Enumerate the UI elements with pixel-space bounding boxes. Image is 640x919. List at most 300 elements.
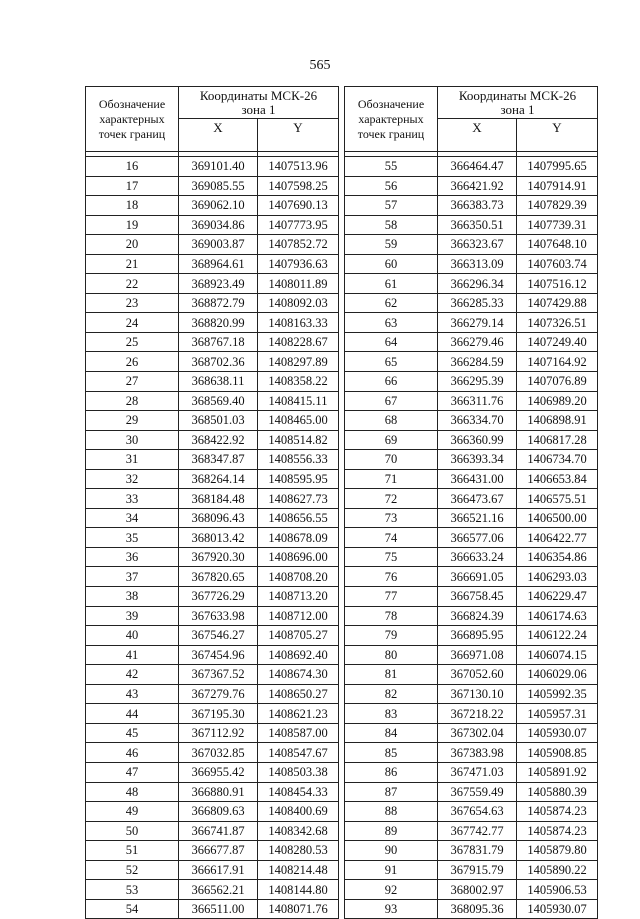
table-row: [345, 762, 598, 782]
point-number-cell: 47: [86, 762, 179, 782]
y-coordinate-cell: 1408214.48: [258, 860, 339, 880]
point-number-cell: 43: [86, 684, 179, 704]
y-coordinate-cell: 1406029.06: [517, 665, 598, 685]
table-row: [345, 430, 598, 450]
point-number-cell: 32: [86, 469, 179, 489]
x-coordinate-cell: 367915.79: [438, 860, 517, 880]
x-coordinate-cell: 366421.92: [438, 176, 517, 196]
y-coordinate-cell: 1408454.33: [258, 782, 339, 802]
y-coordinate-cell: 1408071.76: [258, 899, 339, 919]
point-number-cell: 79: [345, 626, 438, 646]
y-coordinate-cell: 1408092.03: [258, 293, 339, 313]
x-coordinate-cell: 367052.60: [438, 665, 517, 685]
table-row: [345, 684, 598, 704]
point-number-cell: 86: [345, 762, 438, 782]
table-row: [86, 626, 339, 646]
y-coordinate-cell: 1408678.09: [258, 528, 339, 548]
y-coordinate-cell: 1408705.27: [258, 626, 339, 646]
x-coordinate-cell: 368923.49: [179, 274, 258, 294]
y-coordinate-cell: 1407164.92: [517, 352, 598, 372]
y-coordinate-cell: 1408674.30: [258, 665, 339, 685]
y-coordinate-cell: 1405906.53: [517, 880, 598, 900]
y-coordinate-cell: 1408228.67: [258, 332, 339, 352]
header-coordinate-zone: зона 1: [241, 102, 276, 117]
point-number-cell: 31: [86, 450, 179, 470]
x-coordinate-cell: 366431.00: [438, 469, 517, 489]
point-number-cell: 56: [345, 176, 438, 196]
x-coordinate-cell: 367032.85: [179, 743, 258, 763]
table-row: [345, 176, 598, 196]
table-row: [345, 215, 598, 235]
y-coordinate-cell: 1408656.55: [258, 508, 339, 528]
table-body: [86, 157, 339, 919]
table-row: [86, 450, 339, 470]
y-coordinate-cell: 1406293.03: [517, 567, 598, 587]
table-row: [345, 723, 598, 743]
point-number-cell: 51: [86, 841, 179, 861]
y-coordinate-cell: 1406354.86: [517, 547, 598, 567]
y-coordinate-cell: 1406122.24: [517, 626, 598, 646]
table-row: [86, 743, 339, 763]
table-row: [86, 196, 339, 216]
x-coordinate-cell: 367112.92: [179, 723, 258, 743]
table-row: [86, 704, 339, 724]
y-coordinate-cell: 1407690.13: [258, 196, 339, 216]
table-row: [86, 508, 339, 528]
y-coordinate-cell: 1407598.25: [258, 176, 339, 196]
point-number-cell: 26: [86, 352, 179, 372]
table-row: [345, 587, 598, 607]
point-number-cell: 59: [345, 235, 438, 255]
point-number-cell: 64: [345, 332, 438, 352]
x-coordinate-cell: 367383.98: [438, 743, 517, 763]
table-row: [86, 684, 339, 704]
point-number-cell: 22: [86, 274, 179, 294]
y-coordinate-cell: 1407429.88: [517, 293, 598, 313]
x-coordinate-cell: 368702.36: [179, 352, 258, 372]
x-coordinate-cell: 368002.97: [438, 880, 517, 900]
x-coordinate-cell: 367920.30: [179, 547, 258, 567]
point-number-cell: 73: [345, 508, 438, 528]
table-row: [86, 489, 339, 509]
point-number-cell: 39: [86, 606, 179, 626]
x-coordinate-cell: 366279.14: [438, 313, 517, 333]
table-row: [86, 860, 339, 880]
point-number-cell: 90: [345, 841, 438, 861]
x-coordinate-cell: 366323.67: [438, 235, 517, 255]
y-coordinate-cell: 1406500.00: [517, 508, 598, 528]
point-number-cell: 34: [86, 508, 179, 528]
point-number-cell: 68: [345, 411, 438, 431]
table-row: [86, 528, 339, 548]
table-row: [86, 254, 339, 274]
x-coordinate-cell: 367633.98: [179, 606, 258, 626]
point-number-cell: 91: [345, 860, 438, 880]
x-coordinate-cell: 368264.14: [179, 469, 258, 489]
x-coordinate-cell: 366473.67: [438, 489, 517, 509]
y-coordinate-cell: 1407852.72: [258, 235, 339, 255]
point-number-cell: 53: [86, 880, 179, 900]
point-number-cell: 48: [86, 782, 179, 802]
y-coordinate-cell: 1406734.70: [517, 450, 598, 470]
x-coordinate-cell: 366741.87: [179, 821, 258, 841]
point-number-cell: 92: [345, 880, 438, 900]
point-number-cell: 27: [86, 372, 179, 392]
x-coordinate-cell: 368347.87: [179, 450, 258, 470]
point-number-cell: 77: [345, 587, 438, 607]
table-row: [345, 528, 598, 548]
x-coordinate-cell: 366464.47: [438, 157, 517, 177]
point-number-cell: 87: [345, 782, 438, 802]
point-number-cell: 38: [86, 587, 179, 607]
y-coordinate-cell: 1408514.82: [258, 430, 339, 450]
point-number-cell: 25: [86, 332, 179, 352]
y-coordinate-cell: 1408708.20: [258, 567, 339, 587]
y-coordinate-cell: 1405890.22: [517, 860, 598, 880]
y-coordinate-cell: 1408011.89: [258, 274, 339, 294]
table-row: [345, 332, 598, 352]
table-row: [86, 430, 339, 450]
table-row: [86, 157, 339, 177]
point-number-cell: 23: [86, 293, 179, 313]
table-row: [345, 743, 598, 763]
table-row: [86, 411, 339, 431]
x-coordinate-cell: 368872.79: [179, 293, 258, 313]
point-number-cell: 29: [86, 411, 179, 431]
y-coordinate-cell: 1405874.23: [517, 821, 598, 841]
point-number-cell: 81: [345, 665, 438, 685]
x-coordinate-cell: 368096.43: [179, 508, 258, 528]
table-row: [86, 352, 339, 372]
table-row: [345, 626, 598, 646]
table-row: [86, 293, 339, 313]
y-coordinate-cell: 1406653.84: [517, 469, 598, 489]
y-coordinate-cell: 1407249.40: [517, 332, 598, 352]
table-row: [86, 547, 339, 567]
table-row: [345, 157, 598, 177]
header-coordinate-system: [438, 87, 598, 119]
point-number-cell: 42: [86, 665, 179, 685]
point-number-cell: 63: [345, 313, 438, 333]
y-coordinate-cell: 1408465.00: [258, 411, 339, 431]
x-coordinate-cell: 367279.76: [179, 684, 258, 704]
table-row: [345, 235, 598, 255]
y-coordinate-cell: 1406174.63: [517, 606, 598, 626]
y-coordinate-cell: 1405880.39: [517, 782, 598, 802]
header-coordinate-zone: зона 1: [500, 102, 535, 117]
x-coordinate-cell: 369101.40: [179, 157, 258, 177]
point-number-cell: 20: [86, 235, 179, 255]
y-coordinate-cell: 1405957.31: [517, 704, 598, 724]
table-row: [86, 215, 339, 235]
point-number-cell: 80: [345, 645, 438, 665]
y-coordinate-cell: 1408297.89: [258, 352, 339, 372]
point-number-cell: 28: [86, 391, 179, 411]
x-coordinate-cell: 366617.91: [179, 860, 258, 880]
x-coordinate-cell: 369085.55: [179, 176, 258, 196]
x-coordinate-cell: 366383.73: [438, 196, 517, 216]
x-coordinate-cell: 369003.87: [179, 235, 258, 255]
point-number-cell: 61: [345, 274, 438, 294]
x-coordinate-cell: 367218.22: [438, 704, 517, 724]
point-number-cell: 89: [345, 821, 438, 841]
point-number-cell: 67: [345, 391, 438, 411]
point-number-cell: 21: [86, 254, 179, 274]
x-coordinate-cell: 368820.99: [179, 313, 258, 333]
x-coordinate-cell: 366311.76: [438, 391, 517, 411]
y-coordinate-cell: 1405891.92: [517, 762, 598, 782]
table-row: [345, 293, 598, 313]
point-number-cell: 45: [86, 723, 179, 743]
x-coordinate-cell: 368184.48: [179, 489, 258, 509]
table-row: [86, 313, 339, 333]
y-coordinate-cell: 1408692.40: [258, 645, 339, 665]
table-row: [86, 645, 339, 665]
y-coordinate-cell: 1408587.00: [258, 723, 339, 743]
table-row: [86, 587, 339, 607]
x-coordinate-cell: 367726.29: [179, 587, 258, 607]
table-row: [86, 469, 339, 489]
y-coordinate-cell: 1406422.77: [517, 528, 598, 548]
header-y: Y: [258, 119, 339, 152]
x-coordinate-cell: 366691.05: [438, 567, 517, 587]
header-x: X: [438, 119, 517, 152]
x-coordinate-cell: 367195.30: [179, 704, 258, 724]
table-row: [86, 235, 339, 255]
table-row: [345, 802, 598, 822]
table-row: [345, 411, 598, 431]
table-row: [86, 880, 339, 900]
table-row: [345, 841, 598, 861]
y-coordinate-cell: 1408144.80: [258, 880, 339, 900]
y-coordinate-cell: 1407739.31: [517, 215, 598, 235]
table-row: [345, 196, 598, 216]
y-coordinate-cell: 1407648.10: [517, 235, 598, 255]
table-row: [345, 469, 598, 489]
point-number-cell: 52: [86, 860, 179, 880]
header-coordinate-system: [179, 87, 339, 119]
x-coordinate-cell: 366360.99: [438, 430, 517, 450]
point-number-cell: 33: [86, 489, 179, 509]
x-coordinate-cell: 366677.87: [179, 841, 258, 861]
table-row: [345, 313, 598, 333]
point-number-cell: 54: [86, 899, 179, 919]
y-coordinate-cell: 1408713.20: [258, 587, 339, 607]
x-coordinate-cell: 369062.10: [179, 196, 258, 216]
table-row: [345, 606, 598, 626]
table-body: [345, 157, 598, 919]
y-coordinate-cell: 1407995.65: [517, 157, 598, 177]
point-number-cell: 84: [345, 723, 438, 743]
x-coordinate-cell: 368569.40: [179, 391, 258, 411]
point-number-cell: 17: [86, 176, 179, 196]
point-number-cell: 16: [86, 157, 179, 177]
y-coordinate-cell: 1406989.20: [517, 391, 598, 411]
x-coordinate-cell: 367820.65: [179, 567, 258, 587]
x-coordinate-cell: 367367.52: [179, 665, 258, 685]
point-number-cell: 24: [86, 313, 179, 333]
table-row: [86, 762, 339, 782]
table-row: [86, 802, 339, 822]
coordinates-table-left: [85, 86, 339, 919]
y-coordinate-cell: 1407603.74: [517, 254, 598, 274]
x-coordinate-cell: 368501.03: [179, 411, 258, 431]
x-coordinate-cell: 366296.34: [438, 274, 517, 294]
table-row: [86, 391, 339, 411]
y-coordinate-cell: 1406229.47: [517, 587, 598, 607]
table-row: [345, 665, 598, 685]
x-coordinate-cell: 368013.42: [179, 528, 258, 548]
point-number-cell: 72: [345, 489, 438, 509]
x-coordinate-cell: 369034.86: [179, 215, 258, 235]
y-coordinate-cell: 1406074.15: [517, 645, 598, 665]
y-coordinate-cell: 1407516.12: [517, 274, 598, 294]
y-coordinate-cell: 1405908.85: [517, 743, 598, 763]
point-number-cell: 46: [86, 743, 179, 763]
x-coordinate-cell: 366955.42: [179, 762, 258, 782]
table-row: [86, 665, 339, 685]
point-number-cell: 83: [345, 704, 438, 724]
point-number-cell: 88: [345, 802, 438, 822]
point-number-cell: 76: [345, 567, 438, 587]
table-row: [86, 782, 339, 802]
table-row: [345, 254, 598, 274]
table-row: [86, 821, 339, 841]
point-number-cell: 44: [86, 704, 179, 724]
header-y: Y: [517, 119, 598, 152]
y-coordinate-cell: 1405874.23: [517, 802, 598, 822]
header-x: X: [179, 119, 258, 152]
point-number-cell: 58: [345, 215, 438, 235]
table-row: [345, 450, 598, 470]
table-row: [345, 567, 598, 587]
point-number-cell: 75: [345, 547, 438, 567]
y-coordinate-cell: 1408547.67: [258, 743, 339, 763]
point-number-cell: 40: [86, 626, 179, 646]
point-number-cell: 71: [345, 469, 438, 489]
x-coordinate-cell: 366809.63: [179, 802, 258, 822]
point-number-cell: 30: [86, 430, 179, 450]
y-coordinate-cell: 1408696.00: [258, 547, 339, 567]
x-coordinate-cell: 366393.34: [438, 450, 517, 470]
y-coordinate-cell: 1406575.51: [517, 489, 598, 509]
table-row: [345, 489, 598, 509]
point-number-cell: 49: [86, 802, 179, 822]
table-row: [345, 372, 598, 392]
y-coordinate-cell: 1408400.69: [258, 802, 339, 822]
table-row: [86, 332, 339, 352]
coordinates-table-right: [344, 86, 598, 919]
table-row: [345, 547, 598, 567]
x-coordinate-cell: 366295.39: [438, 372, 517, 392]
point-number-cell: 36: [86, 547, 179, 567]
x-coordinate-cell: 366562.21: [179, 880, 258, 900]
x-coordinate-cell: 366758.45: [438, 587, 517, 607]
y-coordinate-cell: 1408503.38: [258, 762, 339, 782]
table-row: [345, 391, 598, 411]
x-coordinate-cell: 366279.46: [438, 332, 517, 352]
x-coordinate-cell: 366511.00: [179, 899, 258, 919]
y-coordinate-cell: 1408556.33: [258, 450, 339, 470]
x-coordinate-cell: 368095.36: [438, 899, 517, 919]
x-coordinate-cell: 366334.70: [438, 411, 517, 431]
table-row: [345, 704, 598, 724]
x-coordinate-cell: 366285.33: [438, 293, 517, 313]
point-number-cell: 19: [86, 215, 179, 235]
point-number-cell: 57: [345, 196, 438, 216]
y-coordinate-cell: 1407076.89: [517, 372, 598, 392]
header-point-designation: Обозначение характерных точек границ: [345, 87, 438, 152]
y-coordinate-cell: 1408650.27: [258, 684, 339, 704]
y-coordinate-cell: 1407326.51: [517, 313, 598, 333]
y-coordinate-cell: 1405930.07: [517, 899, 598, 919]
point-number-cell: 37: [86, 567, 179, 587]
point-number-cell: 85: [345, 743, 438, 763]
y-coordinate-cell: 1407773.95: [258, 215, 339, 235]
point-number-cell: 60: [345, 254, 438, 274]
table-row: [86, 274, 339, 294]
table-row: [86, 723, 339, 743]
y-coordinate-cell: 1408342.68: [258, 821, 339, 841]
point-number-cell: 74: [345, 528, 438, 548]
x-coordinate-cell: 366880.91: [179, 782, 258, 802]
table-row: [345, 782, 598, 802]
x-coordinate-cell: 368422.92: [179, 430, 258, 450]
header-coordinate-title: Координаты МСК-26: [458, 88, 577, 103]
y-coordinate-cell: 1408163.33: [258, 313, 339, 333]
x-coordinate-cell: 368638.11: [179, 372, 258, 392]
x-coordinate-cell: 368767.18: [179, 332, 258, 352]
x-coordinate-cell: 366971.08: [438, 645, 517, 665]
page-number: 565: [309, 58, 331, 73]
point-number-cell: 35: [86, 528, 179, 548]
x-coordinate-cell: 367546.27: [179, 626, 258, 646]
y-coordinate-cell: 1406898.91: [517, 411, 598, 431]
x-coordinate-cell: 366313.09: [438, 254, 517, 274]
x-coordinate-cell: 366577.06: [438, 528, 517, 548]
x-coordinate-cell: 367130.10: [438, 684, 517, 704]
point-number-cell: 70: [345, 450, 438, 470]
table-row: [86, 176, 339, 196]
x-coordinate-cell: 367831.79: [438, 841, 517, 861]
x-coordinate-cell: 366824.39: [438, 606, 517, 626]
point-number-cell: 66: [345, 372, 438, 392]
y-coordinate-cell: 1405992.35: [517, 684, 598, 704]
x-coordinate-cell: 367454.96: [179, 645, 258, 665]
table-row: [86, 841, 339, 861]
point-number-cell: 65: [345, 352, 438, 372]
x-coordinate-cell: 366350.51: [438, 215, 517, 235]
table-row: [86, 606, 339, 626]
x-coordinate-cell: 368964.61: [179, 254, 258, 274]
point-number-cell: 78: [345, 606, 438, 626]
y-coordinate-cell: 1407513.96: [258, 157, 339, 177]
table-row: [345, 821, 598, 841]
point-number-cell: 50: [86, 821, 179, 841]
point-number-cell: 69: [345, 430, 438, 450]
table-row: [345, 508, 598, 528]
point-number-cell: 62: [345, 293, 438, 313]
y-coordinate-cell: 1408415.11: [258, 391, 339, 411]
table-row: [86, 372, 339, 392]
x-coordinate-cell: 367302.04: [438, 723, 517, 743]
y-coordinate-cell: 1408627.73: [258, 489, 339, 509]
point-number-cell: 18: [86, 196, 179, 216]
header-coordinate-title: Координаты МСК-26: [199, 88, 318, 103]
table-row: [345, 645, 598, 665]
y-coordinate-cell: 1407914.91: [517, 176, 598, 196]
point-number-cell: 55: [345, 157, 438, 177]
